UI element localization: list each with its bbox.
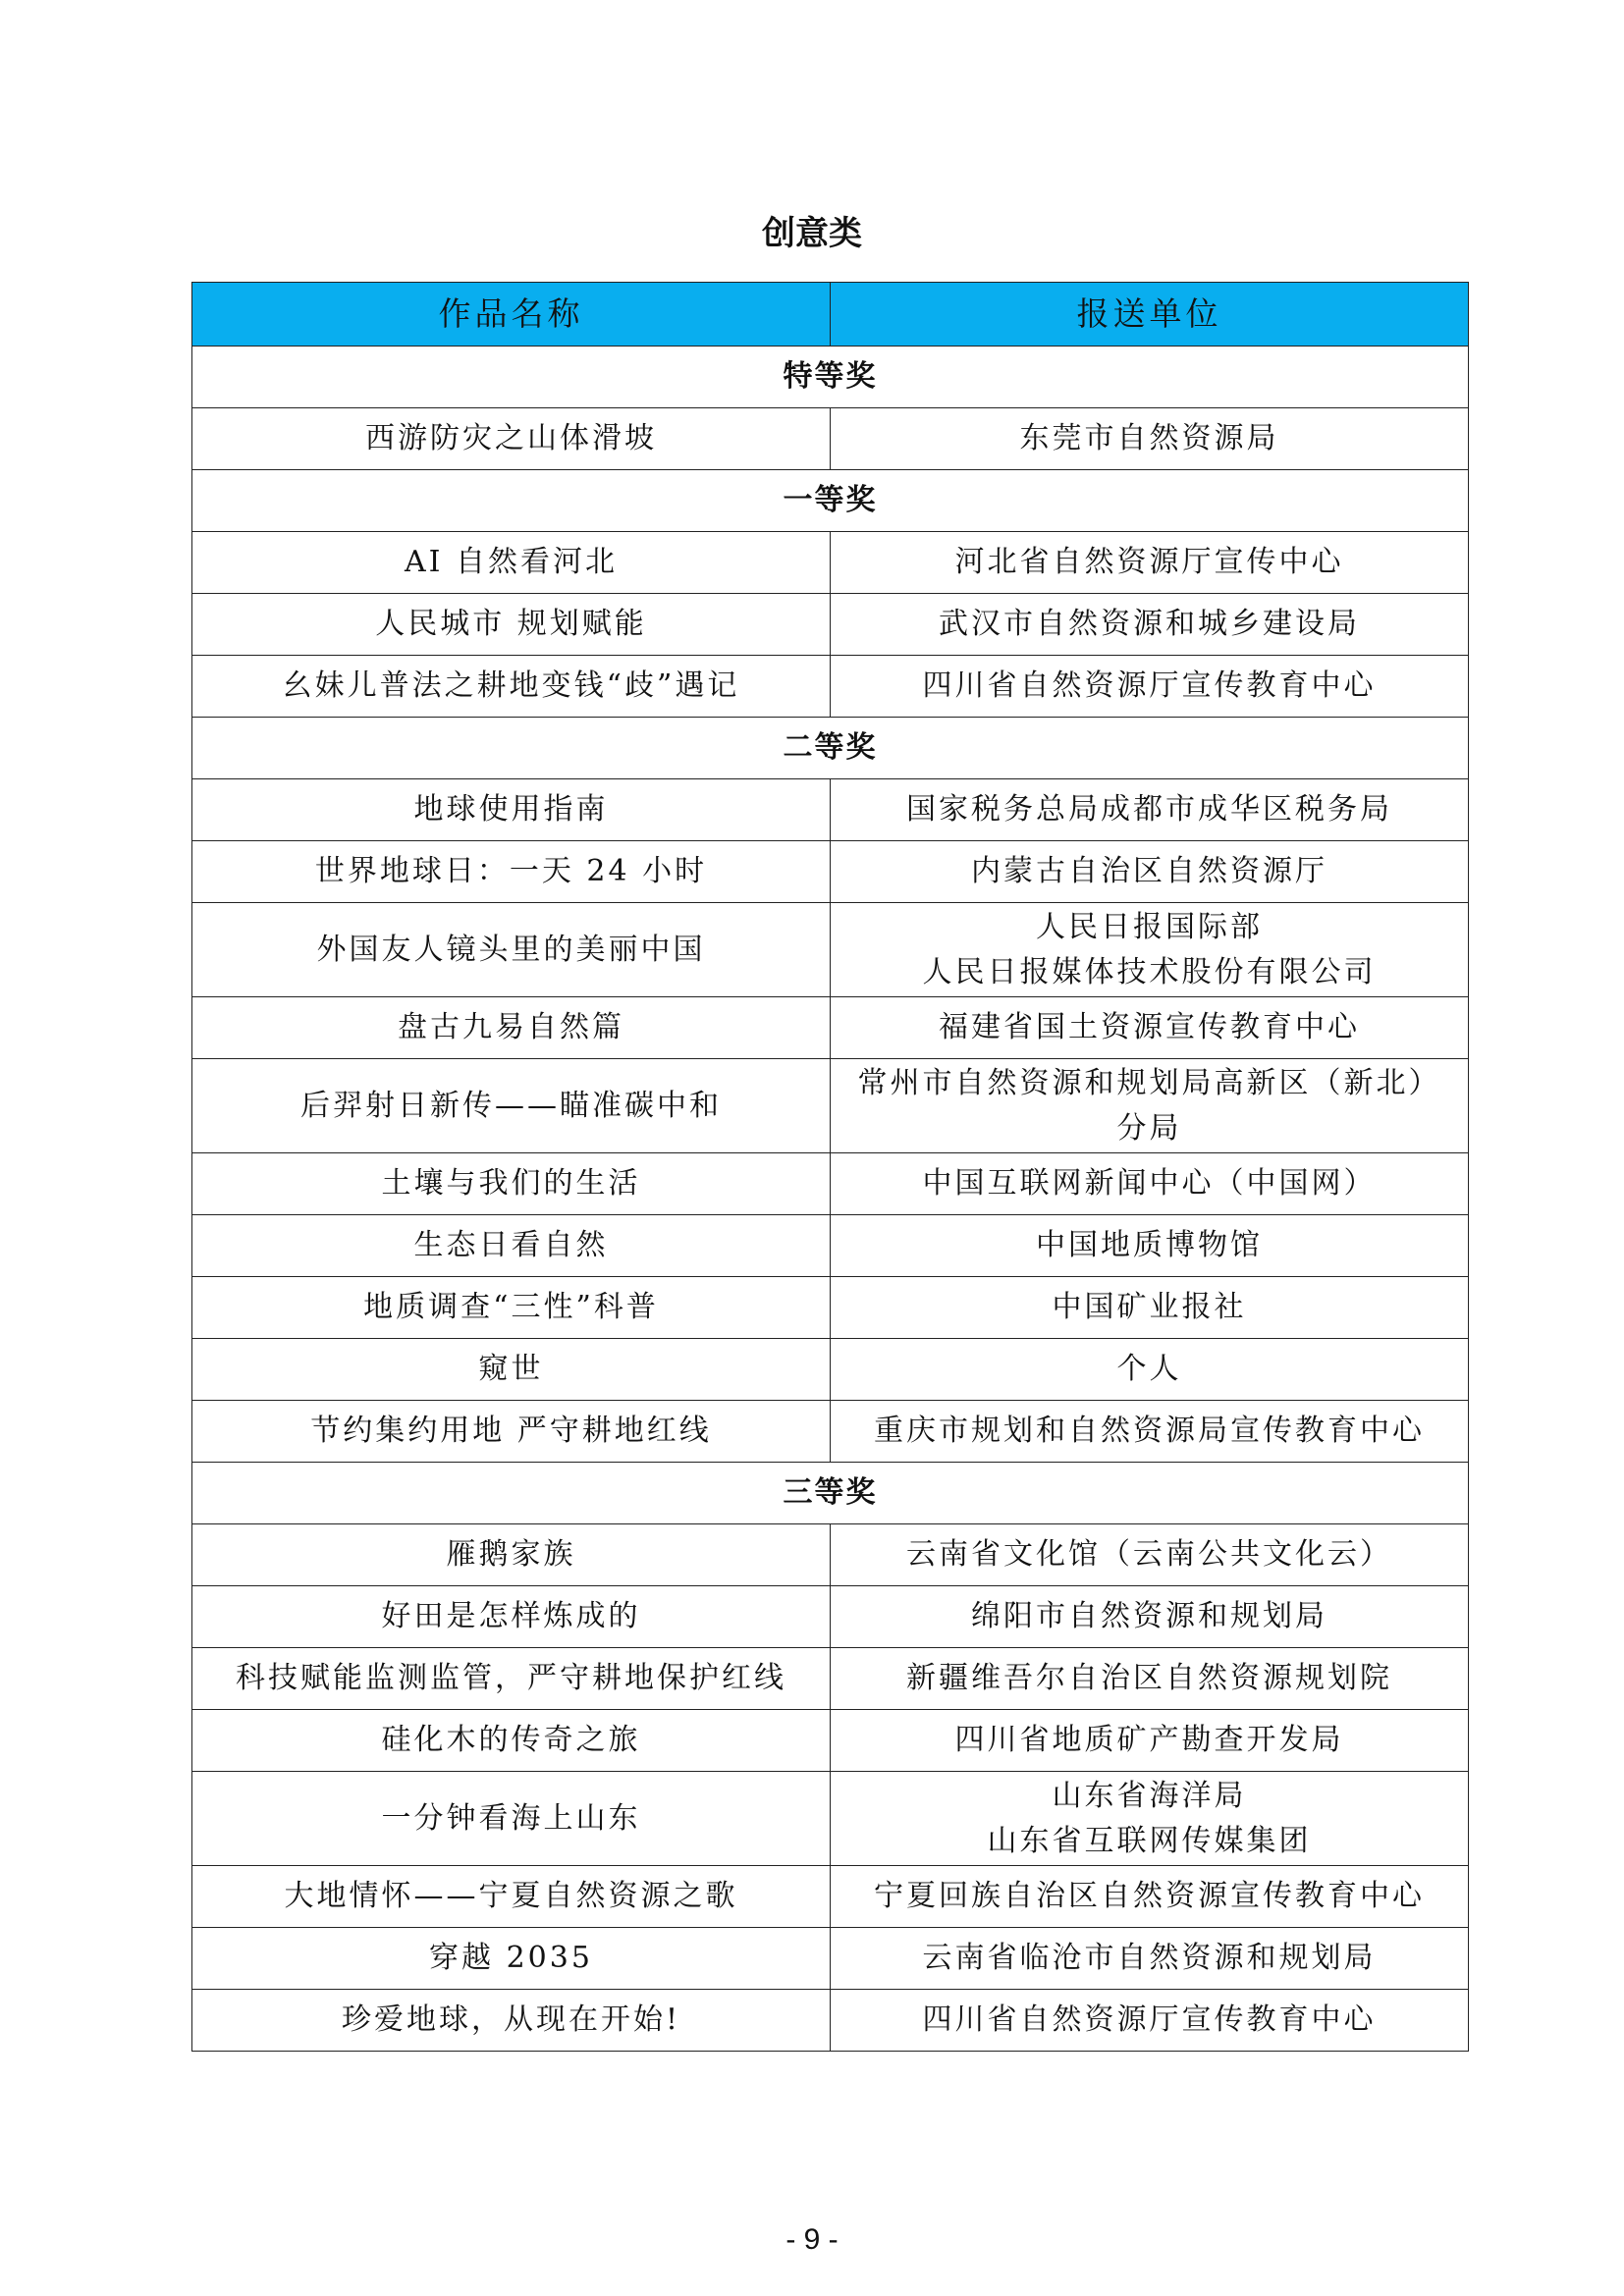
work-title-cell: 大地情怀——宁夏自然资源之歌 (192, 1866, 831, 1928)
submitting-unit-line: 四川省自然资源厅宣传教育中心 (922, 668, 1377, 703)
table-row (192, 1866, 1469, 1928)
submitting-unit-cell (831, 1153, 1469, 1215)
submitting-unit-line: 分局 (1116, 1110, 1182, 1146)
submitting-unit-cell (831, 1339, 1469, 1401)
table-header-row (192, 283, 1469, 347)
submitting-unit-line: 宁夏回族自治区自然资源宣传教育中心 (874, 1879, 1425, 1913)
work-title-cell: 西游防灾之山体滑坡 (192, 408, 831, 470)
table-row (192, 656, 1469, 718)
submitting-unit-cell (831, 1990, 1469, 2052)
award-level-label: 特等奖 (192, 347, 1469, 408)
submitting-unit-line: 人民日报国际部 (1036, 909, 1263, 944)
table-row (192, 1153, 1469, 1215)
table-row (192, 1401, 1469, 1463)
awards-table (191, 282, 1469, 2052)
award-section-row (192, 718, 1469, 779)
column-header-unit: 报送单位 (831, 283, 1469, 347)
submitting-unit-cell (831, 1866, 1469, 1928)
table-row (192, 997, 1469, 1059)
work-title-cell: 世界地球日：一天 24 小时 (192, 841, 831, 903)
submitting-unit-cell (831, 1648, 1469, 1710)
submitting-unit-cell (831, 1928, 1469, 1990)
submitting-unit-line: 中国地质博物馆 (1036, 1228, 1263, 1262)
table-row (192, 1339, 1469, 1401)
work-title-cell: 科技赋能监测监管，严守耕地保护红线 (192, 1648, 831, 1710)
submitting-unit-cell (831, 594, 1469, 656)
submitting-unit-cell (831, 903, 1469, 997)
award-section-row (192, 347, 1469, 408)
table-row (192, 1059, 1469, 1153)
award-level-label: 三等奖 (192, 1463, 1469, 1524)
work-title-cell: 穿越 2035 (192, 1928, 831, 1990)
work-title-cell: 土壤与我们的生活 (192, 1153, 831, 1215)
submitting-unit-line: 云南省文化馆（云南公共文化云） (906, 1537, 1392, 1572)
submitting-unit-line: 山东省互联网传媒集团 (987, 1823, 1312, 1858)
column-header-work: 作品名称 (192, 283, 831, 347)
table-row (192, 1648, 1469, 1710)
submitting-unit-cell (831, 1401, 1469, 1463)
award-section-row (192, 470, 1469, 532)
submitting-unit-line: 四川省自然资源厅宣传教育中心 (922, 2002, 1377, 2037)
submitting-unit-cell (831, 841, 1469, 903)
table-row (192, 779, 1469, 841)
submitting-unit-line: 人民日报媒体技术股份有限公司 (922, 954, 1377, 989)
award-level-label: 二等奖 (192, 718, 1469, 779)
table-row (192, 1990, 1469, 2052)
table-row (192, 408, 1469, 470)
table-body (192, 347, 1469, 2052)
work-title-cell: 地质调查“三性”科普 (192, 1277, 831, 1339)
table-row (192, 532, 1469, 594)
work-title-cell: 窥世 (192, 1339, 831, 1401)
table-row (192, 1277, 1469, 1339)
submitting-unit-line: 个人 (1116, 1352, 1182, 1386)
submitting-unit-line: 福建省国土资源宣传教育中心 (939, 1010, 1360, 1044)
work-title-cell: 珍爱地球，从现在开始! (192, 1990, 831, 2052)
submitting-unit-cell (831, 1586, 1469, 1648)
table-row (192, 903, 1469, 997)
table-row (192, 1928, 1469, 1990)
submitting-unit-line: 绵阳市自然资源和规划局 (971, 1599, 1327, 1633)
work-title-cell: 好田是怎样炼成的 (192, 1586, 831, 1648)
submitting-unit-cell (831, 532, 1469, 594)
submitting-unit-cell (831, 1059, 1469, 1153)
submitting-unit-line: 山东省海洋局 (1052, 1778, 1247, 1813)
work-title-cell: 后羿射日新传——瞄准碳中和 (192, 1059, 831, 1153)
table-row (192, 841, 1469, 903)
submitting-unit-line: 中国矿业报社 (1052, 1290, 1247, 1324)
table-row (192, 1772, 1469, 1866)
work-title-cell: 幺妹儿普法之耕地变钱“歧”遇记 (192, 656, 831, 718)
work-title-cell: AI 自然看河北 (192, 532, 831, 594)
submitting-unit-cell (831, 1524, 1469, 1586)
table-row (192, 1586, 1469, 1648)
work-title-cell: 地球使用指南 (192, 779, 831, 841)
submitting-unit-cell (831, 1772, 1469, 1866)
work-title-cell: 硅化木的传奇之旅 (192, 1710, 831, 1772)
work-title-cell: 外国友人镜头里的美丽中国 (192, 903, 831, 997)
page-number: - 9 - (785, 2223, 839, 2256)
submitting-unit-line: 内蒙古自治区自然资源厅 (971, 854, 1327, 888)
submitting-unit-cell (831, 408, 1469, 470)
table-row (192, 1215, 1469, 1277)
table-row (192, 1524, 1469, 1586)
submitting-unit-cell (831, 1215, 1469, 1277)
table-row (192, 594, 1469, 656)
work-title-cell: 节约集约用地 严守耕地红线 (192, 1401, 831, 1463)
submitting-unit-line: 中国互联网新闻中心（中国网） (922, 1166, 1377, 1201)
table-row (192, 1710, 1469, 1772)
submitting-unit-cell (831, 1277, 1469, 1339)
submitting-unit-cell (831, 656, 1469, 718)
award-level-label: 一等奖 (192, 470, 1469, 532)
submitting-unit-line: 新疆维吾尔自治区自然资源规划院 (906, 1661, 1392, 1695)
work-title-cell: 人民城市 规划赋能 (192, 594, 831, 656)
submitting-unit-line: 云南省临沧市自然资源和规划局 (922, 1941, 1377, 1975)
page-title: 创意类 (762, 214, 862, 253)
work-title-cell: 盘古九易自然篇 (192, 997, 831, 1059)
award-section-row (192, 1463, 1469, 1524)
submitting-unit-line: 国家税务总局成都市成华区税务局 (906, 792, 1392, 827)
submitting-unit-line: 四川省地质矿产勘查开发局 (954, 1723, 1344, 1757)
work-title-cell: 生态日看自然 (192, 1215, 831, 1277)
submitting-unit-line: 东莞市自然资源局 (1019, 421, 1279, 455)
submitting-unit-line: 重庆市规划和自然资源局宣传教育中心 (874, 1414, 1425, 1448)
work-title-cell: 一分钟看海上山东 (192, 1772, 831, 1866)
submitting-unit-line: 武汉市自然资源和城乡建设局 (939, 607, 1360, 641)
work-title-cell: 雁鹅家族 (192, 1524, 831, 1586)
submitting-unit-cell (831, 779, 1469, 841)
submitting-unit-cell (831, 997, 1469, 1059)
submitting-unit-line: 常州市自然资源和规划局高新区（新北） (857, 1065, 1441, 1100)
submitting-unit-cell (831, 1710, 1469, 1772)
submitting-unit-line: 河北省自然资源厅宣传中心 (954, 545, 1344, 579)
